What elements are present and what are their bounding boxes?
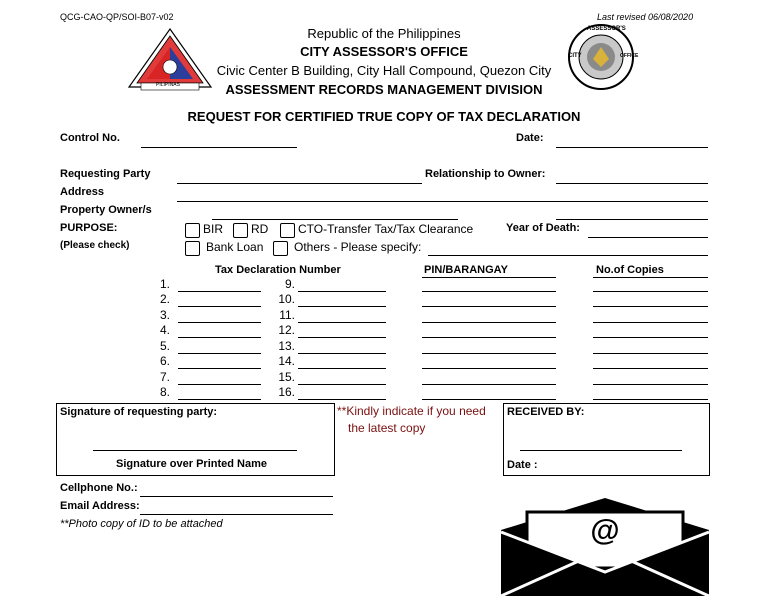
row-number-left: 8. bbox=[159, 385, 170, 399]
purpose-label: PURPOSE: bbox=[60, 222, 118, 234]
requesting-party-line[interactable] bbox=[177, 183, 422, 184]
copies-header: No.of Copies bbox=[596, 264, 664, 276]
latest-copy-note-2: the latest copy bbox=[348, 421, 426, 435]
received-by-label: RECEIVED BY: bbox=[507, 406, 585, 418]
pin-barangay-line[interactable] bbox=[422, 384, 556, 385]
copies-line[interactable] bbox=[593, 322, 708, 323]
row-number-left: 7. bbox=[159, 370, 170, 384]
photo-id-note: **Photo copy of ID to be attached bbox=[60, 518, 223, 530]
form-title: REQUEST FOR CERTIFIED TRUE COPY OF TAX DECLARATION bbox=[187, 109, 581, 124]
form-code: QCG-CAO-QP/SOI-B07-v02 bbox=[60, 12, 174, 22]
td-line-left[interactable] bbox=[178, 322, 261, 323]
email-envelope-icon bbox=[501, 498, 709, 598]
td-line-left[interactable] bbox=[178, 399, 261, 400]
row-number-left: 4. bbox=[159, 323, 170, 337]
right-seal-text-top: ASSESSOR'S bbox=[587, 26, 626, 32]
last-revised: Last revised 06/08/2020 bbox=[597, 12, 694, 22]
signature-line[interactable] bbox=[93, 450, 297, 451]
received-date-label: Date : bbox=[507, 459, 538, 471]
others-label: Others - Please specify: bbox=[294, 240, 422, 254]
row-number-right: 15. bbox=[278, 370, 295, 384]
pin-barangay-line[interactable] bbox=[422, 353, 556, 354]
pin-barangay-header: PIN/BARANGAY bbox=[424, 264, 508, 276]
date-label: Date: bbox=[516, 132, 544, 144]
rd-label: RD bbox=[251, 222, 269, 236]
td-line-right[interactable] bbox=[298, 291, 386, 292]
control-no-line[interactable] bbox=[141, 147, 297, 148]
pin-barangay-line[interactable] bbox=[422, 322, 556, 323]
bir-checkbox[interactable] bbox=[185, 223, 200, 238]
republic-heading: Republic of the Philippines bbox=[307, 26, 461, 41]
row-number-right: 12. bbox=[278, 323, 295, 337]
email-label: Email Address: bbox=[60, 500, 140, 512]
control-no-label: Control No. bbox=[60, 132, 120, 144]
printed-name-label: Signature over Printed Name bbox=[116, 458, 267, 470]
pin-barangay-line[interactable] bbox=[422, 337, 556, 338]
td-line-right[interactable] bbox=[298, 353, 386, 354]
td-line-right[interactable] bbox=[298, 306, 386, 307]
td-line-left[interactable] bbox=[178, 337, 261, 338]
signature-label: Signature of requesting party: bbox=[60, 406, 218, 418]
td-line-left[interactable] bbox=[178, 384, 261, 385]
received-by-line[interactable] bbox=[520, 450, 682, 451]
rd-checkbox[interactable] bbox=[233, 223, 248, 238]
cellphone-label: Cellphone No.: bbox=[60, 482, 138, 494]
address-line[interactable] bbox=[177, 201, 708, 202]
please-check-label: (Please check) bbox=[60, 240, 130, 251]
address-label: Address bbox=[60, 186, 105, 198]
division-heading: ASSESSMENT RECORDS MANAGEMENT DIVISION bbox=[225, 82, 543, 97]
td-line-left[interactable] bbox=[178, 353, 261, 354]
row-number-left: 6. bbox=[159, 354, 170, 368]
td-line-right[interactable] bbox=[298, 322, 386, 323]
copies-line[interactable] bbox=[593, 399, 708, 400]
copies-line[interactable] bbox=[593, 306, 708, 307]
pin-barangay-line[interactable] bbox=[422, 399, 556, 400]
row-number-left: 3. bbox=[159, 308, 170, 322]
row-number-right: 14. bbox=[278, 354, 295, 368]
property-owner-line[interactable] bbox=[212, 219, 458, 220]
td-line-left[interactable] bbox=[178, 368, 261, 369]
left-seal-text: PILIPINAS bbox=[156, 82, 180, 88]
pin-barangay-line[interactable] bbox=[422, 306, 556, 307]
property-owner-line-2[interactable] bbox=[556, 219, 708, 220]
office-heading: CITY ASSESSOR'S OFFICE bbox=[300, 44, 468, 59]
right-seal-text-right: OFFICE bbox=[620, 53, 639, 59]
td-line-left[interactable] bbox=[178, 306, 261, 307]
td-line-right[interactable] bbox=[298, 399, 386, 400]
row-number-left: 2. bbox=[159, 292, 170, 306]
bir-label: BIR bbox=[203, 222, 224, 236]
property-owner-label: Property Owner/s bbox=[60, 204, 152, 216]
relationship-label: Relationship to Owner: bbox=[425, 168, 546, 180]
td-line-right[interactable] bbox=[298, 368, 386, 369]
date-line[interactable] bbox=[556, 147, 708, 148]
row-number-right: 10. bbox=[278, 292, 295, 306]
td-line-left[interactable] bbox=[178, 291, 261, 292]
bank-loan-label: Bank Loan bbox=[206, 240, 264, 254]
td-line-right[interactable] bbox=[298, 384, 386, 385]
row-number-left: 5. bbox=[159, 339, 170, 353]
others-checkbox[interactable] bbox=[273, 241, 288, 256]
copies-header-underline bbox=[593, 277, 708, 278]
copies-line[interactable] bbox=[593, 337, 708, 338]
td-number-header: Tax Declaration Number bbox=[215, 264, 341, 276]
cto-checkbox[interactable] bbox=[280, 223, 295, 238]
copies-line[interactable] bbox=[593, 384, 708, 385]
copies-line[interactable] bbox=[593, 291, 708, 292]
copies-line[interactable] bbox=[593, 353, 708, 354]
year-of-death-line[interactable] bbox=[588, 237, 708, 238]
pin-barangay-line[interactable] bbox=[422, 368, 556, 369]
copies-line[interactable] bbox=[593, 368, 708, 369]
requesting-party-label: Requesting Party bbox=[60, 168, 151, 180]
relationship-line[interactable] bbox=[556, 183, 708, 184]
right-seal-text-left: CITY bbox=[568, 53, 582, 59]
bank-loan-checkbox[interactable] bbox=[185, 241, 200, 256]
row-number-right: 16. bbox=[278, 385, 295, 399]
others-specify-line[interactable] bbox=[428, 255, 708, 256]
pin-barangay-line[interactable] bbox=[422, 291, 556, 292]
at-symbol-icon: @ bbox=[590, 514, 620, 547]
year-of-death-label: Year of Death: bbox=[506, 222, 580, 234]
td-line-right[interactable] bbox=[298, 337, 386, 338]
row-number-right: 13. bbox=[278, 339, 295, 353]
row-number-right: 9. bbox=[284, 277, 295, 291]
pin-header-underline bbox=[422, 277, 556, 278]
email-line[interactable] bbox=[140, 514, 333, 515]
address-heading: Civic Center B Building, City Hall Compound, Quezon City bbox=[216, 63, 552, 78]
cto-label: CTO-Transfer Tax/Tax Clearance bbox=[298, 222, 474, 236]
latest-copy-note-1: **Kindly indicate if you need bbox=[337, 404, 486, 418]
cellphone-line[interactable] bbox=[140, 496, 333, 497]
row-number-left: 1. bbox=[159, 277, 170, 291]
row-number-right: 11. bbox=[279, 308, 295, 322]
